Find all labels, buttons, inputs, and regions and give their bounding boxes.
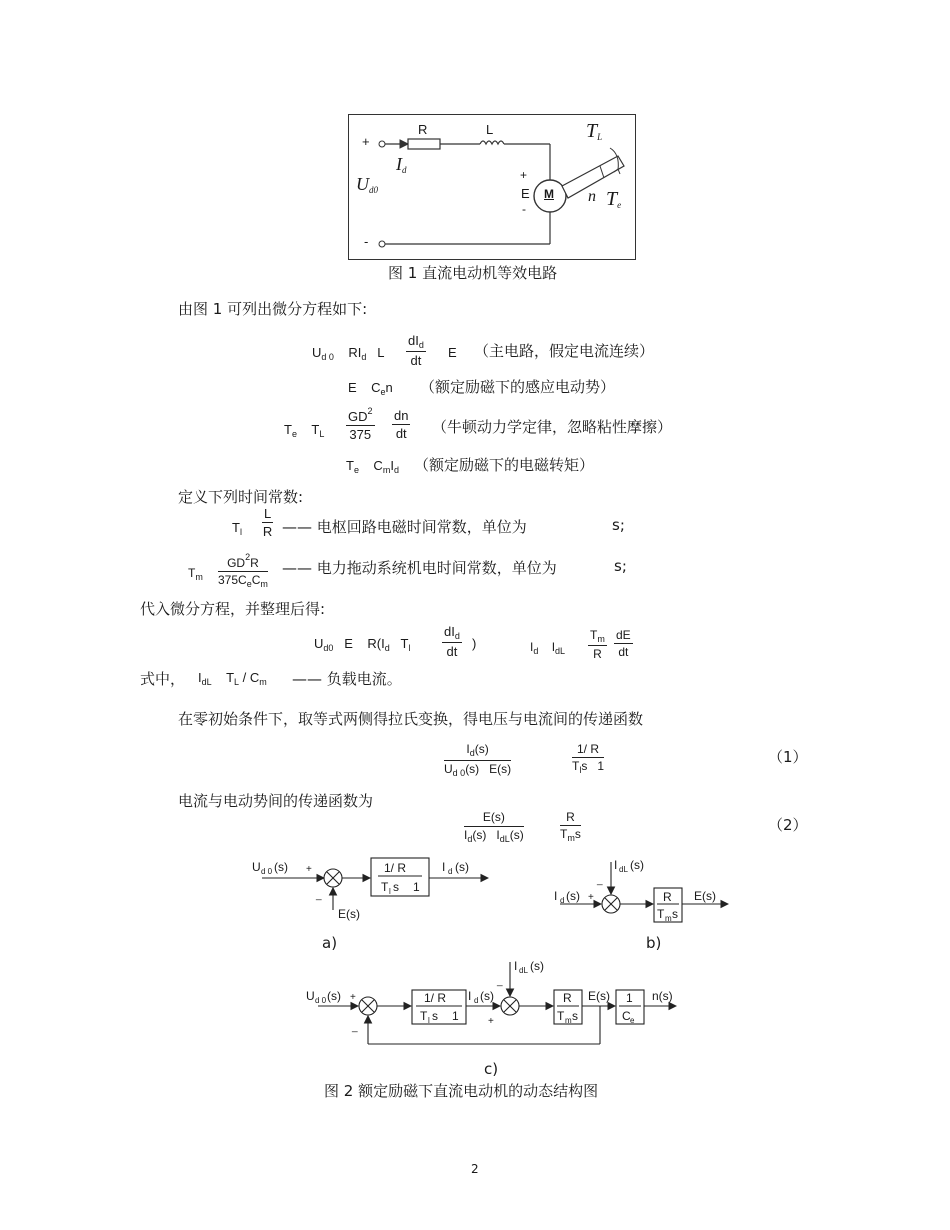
svg-text:R: R [663, 890, 672, 904]
svg-text:(s): (s) [455, 860, 469, 874]
svg-text:(s): (s) [630, 858, 644, 872]
eq1-note: （主电路，假定电流连续） [474, 342, 655, 360]
circuit-inductor-label: L [486, 122, 494, 137]
svg-text:1: 1 [626, 991, 633, 1005]
page-number: 2 [471, 1162, 479, 1176]
svg-text:m: m [565, 1016, 572, 1025]
svg-text:I: I [614, 858, 618, 872]
intro-text: 由图 1 可列出微分方程如下: [178, 300, 368, 318]
svg-text:1: 1 [452, 1009, 459, 1023]
circuit-emf-minus: - [522, 202, 526, 216]
svg-text:e: e [630, 1016, 635, 1025]
load-torque-label: $T_L$ [586, 120, 603, 142]
eq2-note: （额定励磁下的感应电动势） [420, 378, 616, 396]
svg-text:s: s [432, 1009, 438, 1023]
svg-text:E(s): E(s) [338, 907, 360, 921]
svg-text:U: U [252, 860, 261, 874]
block-diagram-svg [0, 848, 950, 1068]
current-tf-text: 电流与电动势间的传递函数为 [178, 792, 374, 810]
svg-text:T: T [657, 907, 665, 921]
svg-text:I: I [554, 889, 558, 903]
svg-text:(s): (s) [327, 989, 341, 1003]
svg-text:m: m [665, 914, 672, 923]
define-text: 定义下列时间常数: [178, 488, 304, 506]
svg-text:d: d [560, 896, 565, 905]
substitute-text: 代入微分方程，并整理后得: [140, 600, 326, 618]
svg-text:+: + [306, 864, 312, 875]
eq-number-2: （2） [768, 816, 808, 834]
figure-1-circuit [348, 114, 636, 260]
tl-description: —— 电枢回路电磁时间常数，单位为 [282, 518, 527, 536]
svg-text:C: C [622, 1009, 631, 1023]
speed-label: n [588, 188, 596, 205]
svg-text:(s): (s) [480, 989, 494, 1003]
figure-2-caption: 图 2 额定励磁下直流电动机的动态结构图 [324, 1082, 599, 1100]
circuit-voltage-label: $U_{d0}$ [356, 174, 378, 195]
svg-text:d 0: d 0 [261, 867, 273, 876]
svg-text:E(s): E(s) [694, 889, 716, 903]
svg-text:dL: dL [619, 865, 628, 874]
svg-text:s: s [672, 907, 678, 921]
figure-1-caption: 图 1 直流电动机等效电路 [388, 264, 558, 282]
svg-text:T: T [420, 1009, 428, 1023]
eq4-note: （额定励磁下的电磁转矩） [414, 456, 595, 474]
diagram-a-label: a) [322, 934, 338, 952]
svg-text:E(s): E(s) [588, 989, 610, 1003]
svg-text:_: _ [316, 890, 322, 901]
svg-text:I: I [442, 860, 446, 874]
eq-number-1: （1） [768, 748, 808, 766]
svg-text:_: _ [352, 1022, 358, 1033]
circuit-emf-label: E [521, 186, 530, 201]
circuit-plus-label: + [362, 134, 370, 149]
svg-text:d: d [448, 867, 453, 876]
motor-label: M [544, 187, 554, 201]
svg-text:T: T [381, 880, 389, 894]
diagram-c-label: c) [484, 1060, 499, 1078]
svg-text:1/ R: 1/ R [424, 991, 447, 1005]
svg-text:s: s [393, 880, 399, 894]
svg-text:(s): (s) [566, 889, 580, 903]
svg-text:R: R [563, 991, 572, 1005]
svg-text:d: d [474, 996, 479, 1005]
svg-text:+: + [350, 992, 356, 1003]
svg-text:l: l [428, 1016, 430, 1025]
svg-text:I: I [514, 959, 518, 973]
svg-text:s: s [572, 1009, 578, 1023]
circuit-emf-plus: + [520, 168, 528, 182]
diagram-b-label: b) [646, 934, 662, 952]
svg-text:l: l [389, 887, 391, 896]
tm-description: —— 电力拖动系统机电时间常数，单位为 [282, 559, 557, 577]
svg-text:n(s): n(s) [652, 989, 673, 1003]
tm-unit: s; [614, 557, 627, 575]
svg-text:(s): (s) [530, 959, 544, 973]
svg-text:d 0: d 0 [315, 996, 327, 1005]
svg-text:_: _ [497, 976, 503, 987]
svg-text:+: + [588, 892, 594, 903]
svg-text:1/ R: 1/ R [384, 861, 407, 875]
svg-text:_: _ [597, 875, 603, 886]
svg-text:U: U [306, 989, 315, 1003]
svg-text:I: I [468, 989, 472, 1003]
laplace-text: 在零初始条件下，取等式两侧得拉氏变换，得电压与电流间的传递函数 [178, 710, 644, 728]
circuit-resistor-label: R [418, 122, 428, 137]
tl-unit: s; [612, 516, 625, 534]
svg-text:+: + [488, 1016, 494, 1027]
svg-text:1: 1 [413, 880, 420, 894]
svg-text:T: T [557, 1009, 565, 1023]
svg-text:dL: dL [519, 966, 528, 975]
eq3-note: （牛顿动力学定律，忽略粘性摩擦） [432, 418, 673, 436]
circuit-current-label: $I_d$ [396, 154, 407, 175]
em-torque-label: $T_e$ [606, 188, 622, 210]
figure-2-block-diagrams [0, 848, 950, 1078]
svg-text:(s): (s) [274, 860, 288, 874]
circuit-minus-label: - [364, 234, 369, 249]
